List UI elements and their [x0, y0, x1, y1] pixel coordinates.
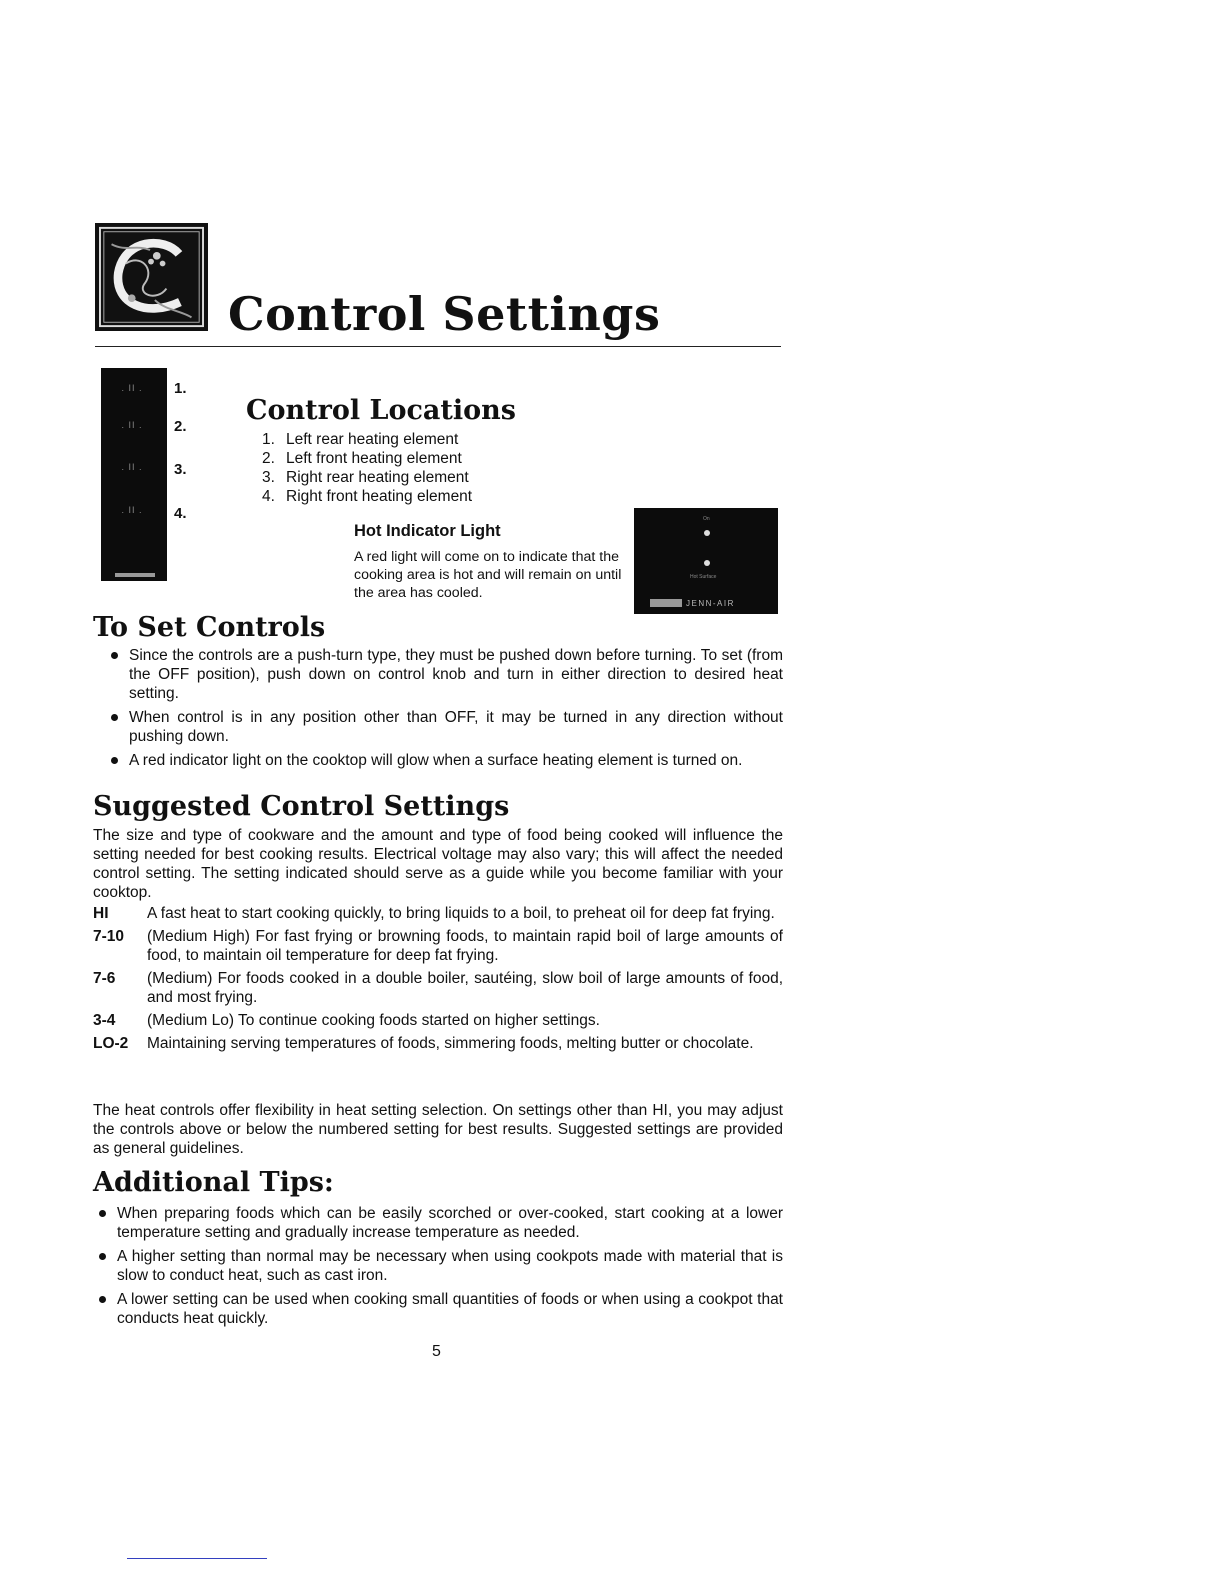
control-panel-illustration — [101, 368, 167, 581]
setting-code: 7-6 — [93, 970, 116, 987]
brand-logo-icon — [650, 599, 682, 607]
list-item: Since the controls are a push-turn type, they must be pushed down before turning. To set (from the OFF position), push down on control knob and turn in either direction to desired heat setting. — [105, 646, 783, 703]
panel-number-1: 1. — [174, 380, 187, 397]
suggested-settings-heading: Suggested Control Settings — [93, 791, 510, 822]
on-label: On — [703, 516, 710, 522]
knob-mark-3: . II . — [121, 462, 143, 472]
setting-row — [93, 904, 783, 923]
list-item — [262, 468, 472, 487]
panel-number-3: 3. — [174, 461, 187, 478]
setting-code: HI — [93, 905, 109, 922]
setting-desc: Maintaining serving temperatures of foods, simmering foods, melting butter or chocolate. — [147, 1035, 754, 1052]
item-number: 1. — [262, 431, 275, 448]
setting-desc: (Medium) For foods cooked in a double boiler, sautéing, slow boil of large amounts of food, and most frying. — [147, 970, 783, 1006]
hot-light-icon — [704, 560, 710, 566]
list-item: A lower setting can be used when cooking small quantities of foods or when using a cookpot that conducts heat quickly. — [93, 1290, 783, 1328]
setting-desc: A fast heat to start cooking quickly, to bring liquids to a boil, to preheat oil for deep fat frying. — [147, 905, 775, 922]
control-locations-list — [262, 430, 472, 506]
list-item: A higher setting than normal may be necessary when using cookpots made with material that is slow to conduct heat, such as cast iron. — [93, 1247, 783, 1285]
hot-indicator-illustration — [634, 508, 778, 614]
panel-number-4: 4. — [174, 505, 187, 522]
on-light-icon — [704, 530, 710, 536]
item-text: Left front heating element — [286, 450, 462, 467]
hot-surface-label: Hot Surface — [690, 574, 717, 580]
additional-tips-list — [93, 1204, 783, 1333]
decorative-initial-c-image — [95, 223, 208, 331]
suggested-intro: The size and type of cookware and the amount and type of food being cooked will influence the setting needed for best cooking results. Electrical voltage may also vary; this will affect the needed control setting. The setting indicated should serve as a guide while you become familiar with your cooktop. — [93, 827, 783, 901]
knob-mark-4: . II . — [121, 505, 143, 515]
setting-code: 3-4 — [93, 1012, 116, 1029]
knob-mark-2: . II . — [121, 420, 143, 430]
set-controls-heading: To Set Controls — [93, 612, 326, 643]
setting-row — [93, 927, 783, 965]
item-number: 3. — [262, 469, 275, 486]
item-text: Left rear heating element — [286, 431, 459, 448]
footnote-divider — [127, 1558, 267, 1559]
item-number: 4. — [262, 488, 275, 505]
setting-row — [93, 969, 783, 1007]
setting-code: 7-10 — [93, 928, 125, 945]
list-item: When control is in any position other than OFF, it may be turned in any direction without pushing down. — [105, 708, 783, 746]
setting-row — [93, 1034, 783, 1053]
set-controls-list — [105, 646, 783, 775]
panel-brand-logo — [115, 573, 155, 577]
item-number: 2. — [262, 450, 275, 467]
suggested-outro: The heat controls offer flexibility in heat setting selection. On settings other than HI, you may adjust the controls above or below the numbered setting for best results. Suggested settings are provided as general guidelines. — [93, 1102, 783, 1157]
hot-indicator-text: A red light will come on to indicate that the cooking area is hot and will remain on until the area has cooled. — [354, 549, 622, 601]
list-item — [262, 430, 472, 449]
knob-mark-1: . II . — [121, 383, 143, 393]
list-item: When preparing foods which can be easily scorched or over-cooked, start cooking at a lower temperature setting and gradually increase temperature as needed. — [93, 1204, 783, 1242]
page-number: 5 — [432, 1343, 441, 1360]
setting-code: LO-2 — [93, 1035, 129, 1052]
panel-number-2: 2. — [174, 418, 187, 435]
title-divider — [95, 346, 781, 347]
item-text: Right rear heating element — [286, 469, 469, 486]
control-locations-heading: Control Locations — [246, 395, 516, 426]
list-item: A red indicator light on the cooktop will glow when a surface heating element is turned on. — [105, 751, 783, 770]
setting-desc: (Medium High) For fast frying or browning foods, to maintain rapid boil of large amounts of food, to maintain oil temperature for deep fat frying. — [147, 928, 783, 964]
item-text: Right front heating element — [286, 488, 473, 505]
setting-row — [93, 1011, 783, 1030]
brand-label: JENN-AIR — [686, 599, 735, 608]
page-title: Control Settings — [228, 287, 661, 341]
additional-tips-heading: Additional Tips: — [93, 1167, 334, 1198]
list-item — [262, 487, 472, 506]
settings-list — [93, 904, 783, 1057]
hot-indicator-heading: Hot Indicator Light — [354, 522, 501, 540]
setting-desc: (Medium Lo) To continue cooking foods started on higher settings. — [147, 1012, 600, 1029]
list-item — [262, 449, 472, 468]
